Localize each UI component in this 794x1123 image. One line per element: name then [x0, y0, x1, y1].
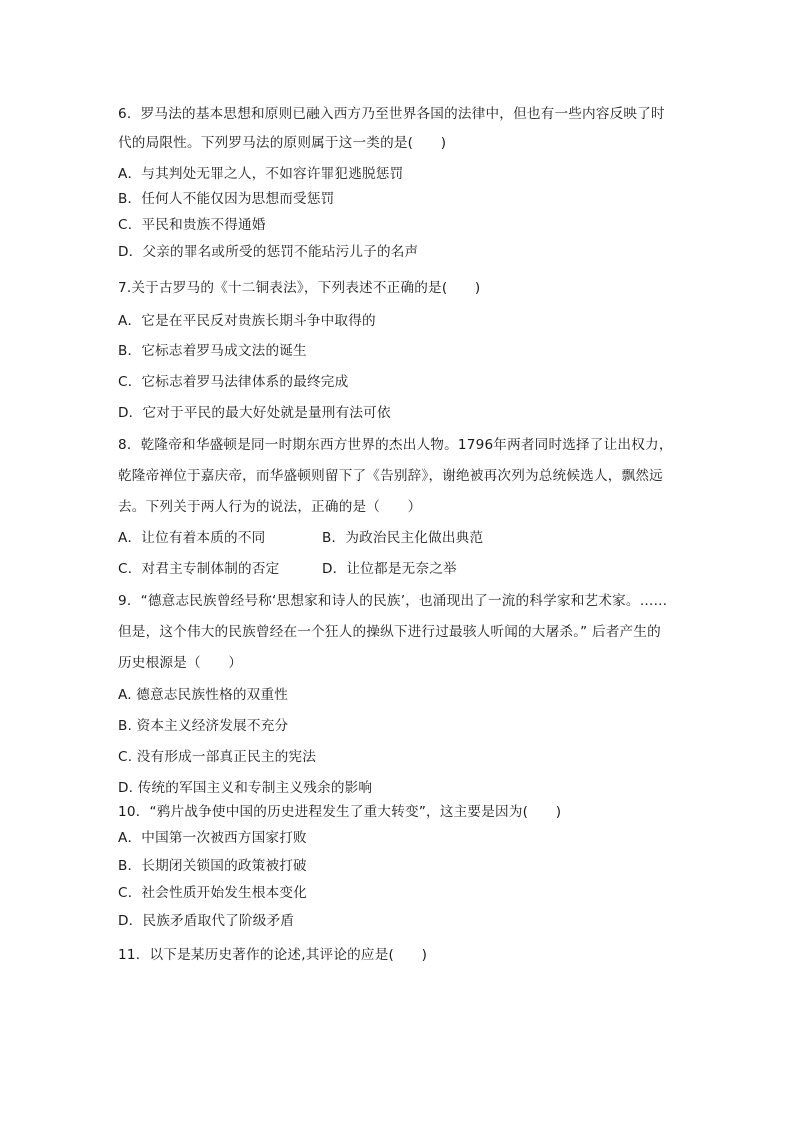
q10-option-c: C．社会性质开始发生根本变化 — [118, 885, 308, 901]
q9-stem-line1: 9．“德意志民族曾经号称‘思想家和诗人的民族’，也涌现出了一流的科学家和艺术家。…… — [118, 593, 668, 609]
q7-option-b: B．它标志着罗马成文法的诞生 — [118, 343, 307, 359]
q8-option-a: A．让位有着本质的不同 — [118, 530, 266, 546]
q6-option-c: C．平民和贵族不得通婚 — [118, 217, 266, 233]
q6-option-a: A．与其判处无罪之人，不如容许罪犯逃脱惩罚 — [118, 166, 404, 182]
q6-option-d: D．父亲的罪名或所受的惩罚不能玷污儿子的名声 — [118, 244, 419, 260]
q10-option-b: B．长期闭关锁国的政策被打破 — [118, 858, 307, 874]
q9-option-d: D. 传统的军国主义和专制主义残余的影响 — [118, 780, 373, 796]
q8-stem-line2: 乾隆帝禅位于嘉庆帝，而华盛顿则留下了《告别辞》，谢绝被再次列为总统候选人，飘然远 — [118, 468, 663, 484]
q6-option-b: B．任何人不能仅因为思想而受惩罚 — [118, 191, 335, 207]
q6-stem-line2: 代的局限性。下列罗马法的原则属于这一类的是( ) — [118, 135, 447, 151]
q8-stem-line1: 8．乾隆帝和华盛顿是同一时期东西方世界的杰出人物。1796年两者同时选择了让出权力， — [118, 437, 673, 453]
q10-option-d: D．民族矛盾取代了阶级矛盾 — [118, 913, 295, 929]
q9-stem-line3: 历史根源是（ ） — [118, 655, 243, 671]
q7-stem: 7.关于古罗马的《十二铜表法》，下列表述不正确的是( ) — [118, 280, 481, 296]
q8-stem-line3: 去。下列关于两人行为的说法，正确的是（ ） — [118, 499, 422, 515]
q8-option-d: D．让位都是无奈之举 — [322, 561, 457, 577]
q8-option-row2 — [118, 560, 457, 578]
q9-stem-line2: 但是，这个伟大的民族曾经在一个狂人的操纵下进行过最骇人听闻的大屠杀。” 后者产生的 — [118, 624, 661, 640]
q6-stem-line1: 6．罗马法的基本思想和原则已融入西方乃至世界各国的法律中，但也有一些内容反映了时 — [118, 106, 665, 122]
q9-option-c: C. 没有形成一部真正民主的宪法 — [118, 749, 317, 765]
q7-option-a: A．它是在平民反对贵族长期斗争中取得的 — [118, 313, 376, 329]
q11-stem: 11．以下是某历史著作的论述,其评论的应是( ) — [118, 947, 428, 963]
q10-stem: 10．“鸦片战争使中国的历史进程发生了重大转变”，这主要是因为( ) — [118, 804, 562, 820]
q8-option-c: C．对君主专制体制的否定 — [118, 561, 280, 577]
q7-option-c: C．它标志着罗马法律体系的最终完成 — [118, 374, 349, 390]
q10-option-a: A．中国第一次被西方国家打败 — [118, 830, 307, 846]
q7-option-d: D．它对于平民的最大好处就是量刑有法可依 — [118, 405, 391, 421]
q9-option-b: B. 资本主义经济发展不充分 — [118, 718, 289, 734]
q8-option-b: B．为政治民主化做出典范 — [322, 530, 484, 546]
q9-option-a: A. 德意志民族性格的双重性 — [118, 687, 289, 703]
q8-option-row1 — [118, 529, 484, 547]
